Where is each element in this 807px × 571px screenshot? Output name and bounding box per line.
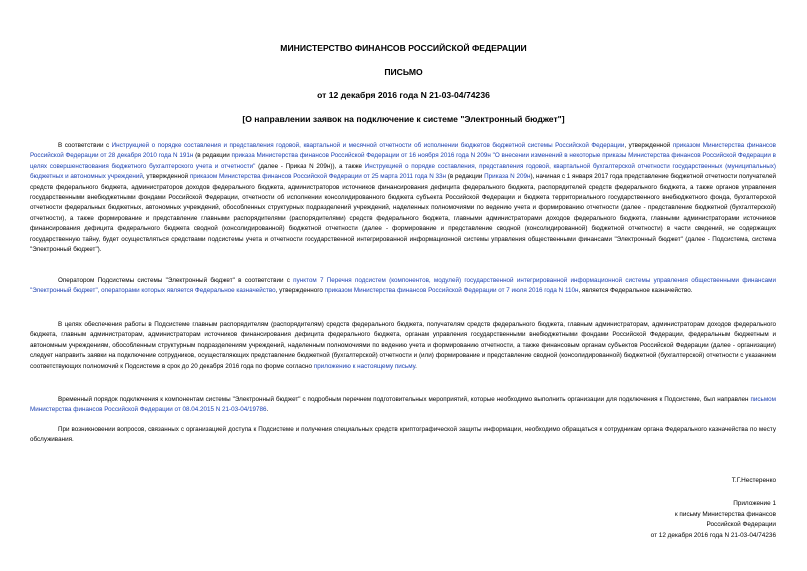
paragraph-text: При возникновении вопросов, связанных с организацией доступа к Подсистеме и получения специальных средств криптографической защиты информации, необходимо обращаться к сотрудникам органа Федерального казначейства по месту обслуживания. <box>30 426 776 444</box>
paragraph-text: (в редакции <box>446 173 485 181</box>
link-order-209n[interactable]: приказа Министерства финансов Российской Федерации от 16 ноября 2016 года N 209н "О внесении изменений в некоторые приказы Министерства финансов Российской Федерации в целях совершенствования бюджетного бухгалтерского учета и отчетности" <box>30 152 776 170</box>
document-type: ПИСЬМО <box>384 67 423 77</box>
appendix-title: Приложение 1 <box>733 500 776 507</box>
paragraph-text: , является Федеральное казначейство. <box>578 287 693 295</box>
document-subject: [О направлении заявок на подключение к системе "Электронный бюджет"] <box>242 114 565 124</box>
link-letter-19786[interactable]: письмом Министерства финансов Российской Федерации от 08.04.2015 N 21-03-04/19786 <box>30 396 776 414</box>
link-appendix[interactable]: приложению к настоящему письму <box>313 362 416 370</box>
paragraph-text: , утвержденного <box>275 287 325 295</box>
link-order-33n[interactable]: приказом Министерства финансов Российской Федерации от 25 марта 2011 года N 33н <box>189 173 447 181</box>
link-order-209n-short[interactable]: Приказа N 209н <box>484 173 531 181</box>
link-instruction-191n[interactable]: Инструкцией о порядке составления и представления годовой, квартальной и месячной отчетности об исполнении бюджетов бюджетной системы Российской Федерации <box>111 142 625 149</box>
paragraph-text: В целях обеспечения работы в Подсистеме главным распорядителям (распорядителям) средств федерального бюджета, получателям средств федерального бюджета, главным администраторам, администраторам доходов федерального бюджета, главным администраторам, администраторам источников финансирования дефицита федерального бюджета, органам управления государственными внебюджетными фондами Российской Федерации, федеральным бюджетным и автономным учреждениям, обособленным структурным подразделениям учреждений, наделенным полномочиями по ведению учета и формированию отчетности, а также финансовым органам субъектов Российской Федерации (далее - организации) следует направить заявки на подключение сотрудников, осуществляющих представление бюджетной (бухгалтерской) отчетности и (или) формирование и представление сводной (консолидированной) бюджетной (бухгалтерской) отчетности с указанием соответствующих полномочий к Подсистеме в срок до 20 декабря 2016 года по форме согласно <box>30 321 776 370</box>
paragraph-contacts <box>30 425 776 446</box>
appendix-block <box>651 499 776 541</box>
paragraph-text: , утвержденной <box>142 173 190 181</box>
paragraph-text: , утвержденной <box>624 142 673 149</box>
link-order-110n[interactable]: приказом Министерства финансов Российской Федерации от 7 июля 2016 года N 110н <box>324 287 579 295</box>
paragraph-text: В соответствии с <box>58 142 112 149</box>
paragraph-temporary-procedure <box>30 395 776 416</box>
paragraph-legal-basis <box>30 141 776 255</box>
paragraph-text: ), начиная с 1 января 2017 года представление бюджетной отчетности получателей средств федерального бюджета, администраторов доходов федерального бюджета, администраторов источников финансирования дефицита федерального бюджета, распорядителей средств федерального бюджета, а также органов управления государственными внебюджетными фондами Российской Федерации, отчетности об исполнении консолидированного бюджета субъекта Российской Федерации и бюджета территориального государственного внебюджетного фонда, бухгалтерской отчетности федеральных бюджетных, автономных учреждений, обособленных структурных подразделений учреждений, наделенных полномочиями по ведению учета и формированию отчетности (далее - представление бюджетной (бухгалтерской) отчетности), а также формирование и представление главными распорядителями (распорядителями) средств федерального бюджета, главными администраторами доходов федерального бюджета, главными администраторами источников финансирования дефицита федерального бюджета сводной (консолидированной) бюджетной отчетности (далее - формирование и представление сводной (консолидированной) бюджетной отчетности) в части сведений, не содержащих государственную тайну, будет осуществляться средствами подсистемы учета и отчетности государственной интегрированной информационной системы управления общественными финансами "Электронный бюджет" (далее - Подсистема, система "Электронный бюджет"). <box>30 173 776 254</box>
paragraph-requirements <box>30 320 776 372</box>
appendix-line: к письму Министерства финансов <box>674 510 776 518</box>
paragraph-text: Оператором Подсистемы системы "Электронный бюджет" в соответствии с <box>58 277 294 284</box>
appendix-line: Российской Федерации <box>706 521 776 529</box>
ministry-heading: МИНИСТЕРСТВО ФИНАНСОВ РОССИЙСКОЙ ФЕДЕРАЦИИ <box>280 43 527 53</box>
paragraph-text: Временный порядок подключения к компонентам системы "Электронный бюджет" с подробным перечнем подготовительных мероприятий, которые необходимо выполнить организации для подключения к Подсистеме, был направлен <box>58 396 751 403</box>
appendix-line: от 12 декабря 2016 года N 21-03-04/74236 <box>650 531 776 539</box>
paragraph-text: . <box>266 406 269 414</box>
paragraph-text: . <box>415 362 417 370</box>
link-instruction-33n[interactable]: Инструкцией о порядке составления, представления годовой, квартальной бухгалтерской отчетности государственных (муниципальных) бюджетных и автономных учреждений <box>30 162 777 181</box>
paragraph-operator <box>30 276 776 297</box>
link-subsystem-list[interactable]: пунктом 7 Перечня подсистем (компонентов, модулей) государственной интегрированной информационной системы управления общественными финансами "Электронный бюджет", операторами которых является Федеральное казначейство <box>30 277 776 295</box>
signature: Т.Г.Нестеренко <box>731 477 776 484</box>
document-date-number: от 12 декабря 2016 года N 21-03-04/74236 <box>317 90 490 100</box>
link-order-191n[interactable]: приказом Министерства финансов Российской Федерации от 28 декабря 2010 года N 191н <box>30 142 776 160</box>
paragraph-text: (в редакции <box>193 152 232 160</box>
paragraph-text: (далее - Приказ N 209н)), а также <box>255 162 365 170</box>
